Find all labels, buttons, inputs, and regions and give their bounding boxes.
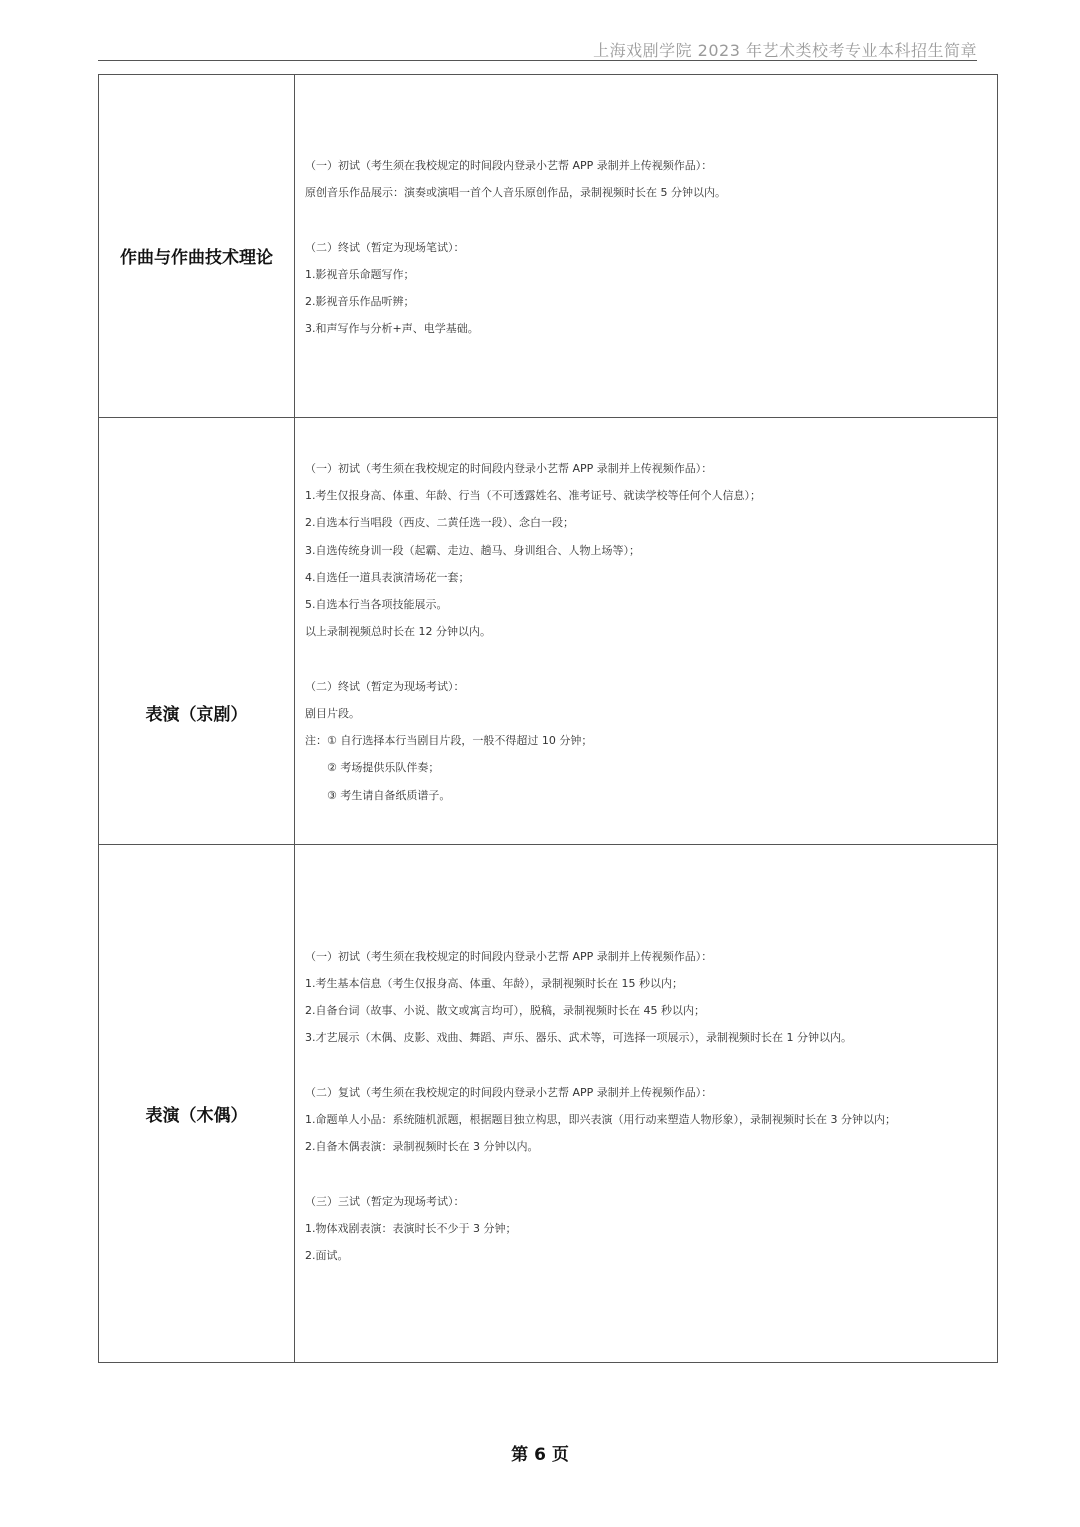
requirement-line: （一）初试（考生须在我校规定的时间段内登录小艺帮 APP 录制并上传视频作品）：	[305, 950, 713, 963]
major-name: 表演（京剧）	[145, 705, 248, 725]
requirement-line: 2.面试。	[305, 1249, 349, 1262]
requirement-line: （二）终试（暂定为现场笔试）：	[305, 241, 465, 254]
page-header	[98, 30, 977, 61]
requirement-line: 3.自选传统身训一段（起霸、走边、趟马、身训组合、人物上场等）；	[305, 544, 640, 557]
requirement-line: 1.物体戏剧表演：表演时长不少于 3 分钟；	[305, 1222, 517, 1235]
requirement-line: 5.自选本行当各项技能展示。	[305, 598, 448, 611]
requirement-line: 3.和声写作与分析+声、电学基础。	[305, 322, 479, 335]
page-number: 第 6 页	[511, 1445, 569, 1465]
requirement-line: 4.自选任一道具表演清场花一套；	[305, 571, 470, 584]
requirement-line: 2.自备台词（故事、小说、散文或寓言均可），脱稿，录制视频时长在 45 秒以内；	[305, 1004, 705, 1017]
requirement-line: 剧目片段。	[305, 707, 360, 720]
requirement-line: 1.影视音乐命题写作；	[305, 268, 415, 281]
requirement-line: ② 考场提供乐队伴奏；	[327, 761, 440, 774]
requirement-line: （三）三试（暂定为现场考试）：	[305, 1195, 465, 1208]
requirement-line: （一）初试（考生须在我校规定的时间段内登录小艺帮 APP 录制并上传视频作品）：	[305, 462, 713, 475]
requirement-line: （一）初试（考生须在我校规定的时间段内登录小艺帮 APP 录制并上传视频作品）：	[305, 159, 713, 172]
requirement-line: ③ 考生请自备纸质谱子。	[327, 789, 451, 802]
header-title: 上海戏剧学院 2023 年艺术类校考专业本科招生简章	[593, 41, 977, 60]
table-row	[99, 75, 997, 418]
requirement-line: 2.自选本行当唱段（西皮、二黄任选一段）、念白一段；	[305, 516, 574, 529]
requirements-cell	[295, 418, 997, 844]
major-name: 作曲与作曲技术理论	[120, 248, 273, 268]
requirements-cell	[295, 75, 997, 417]
major-cell	[99, 75, 295, 417]
requirement-line: 1.命题单人小品：系统随机派题，根据题目独立构思，即兴表演（用行动来塑造人物形象），录制视频时长在 3 分钟以内；	[305, 1113, 896, 1126]
requirements-cell	[295, 845, 997, 1362]
requirement-line: 1.考生仅报身高、体重、年龄、行当（不可透露姓名、准考证号、就读学校等任何个人信息）；	[305, 489, 761, 502]
requirement-line: 原创音乐作品展示：演奏或演唱一首个人音乐原创作品，录制视频时长在 5 分钟以内。	[305, 186, 726, 199]
major-cell	[99, 418, 295, 844]
requirement-line: 3.才艺展示（木偶、皮影、戏曲、舞蹈、声乐、器乐、武术等，可选择一项展示），录制视频时长在 1 分钟以内。	[305, 1031, 852, 1044]
table-row	[99, 418, 997, 845]
requirement-line: 2.影视音乐作品听辨；	[305, 295, 415, 308]
admission-table	[98, 74, 998, 1363]
requirement-line: （二）终试（暂定为现场考试）：	[305, 680, 465, 693]
requirement-line: 注：① 自行选择本行当剧目片段，一般不得超过 10 分钟；	[305, 734, 593, 747]
table-row	[99, 845, 997, 1362]
major-name: 表演（木偶）	[145, 1106, 248, 1126]
major-cell	[99, 845, 295, 1362]
requirement-line: （二）复试（考生须在我校规定的时间段内登录小艺帮 APP 录制并上传视频作品）：	[305, 1086, 713, 1099]
requirement-line: 2.自备木偶表演：录制视频时长在 3 分钟以内。	[305, 1140, 539, 1153]
requirement-line: 以上录制视频总时长在 12 分钟以内。	[305, 625, 491, 638]
requirement-line: 1.考生基本信息（考生仅报身高、体重、年龄），录制视频时长在 15 秒以内；	[305, 977, 683, 990]
